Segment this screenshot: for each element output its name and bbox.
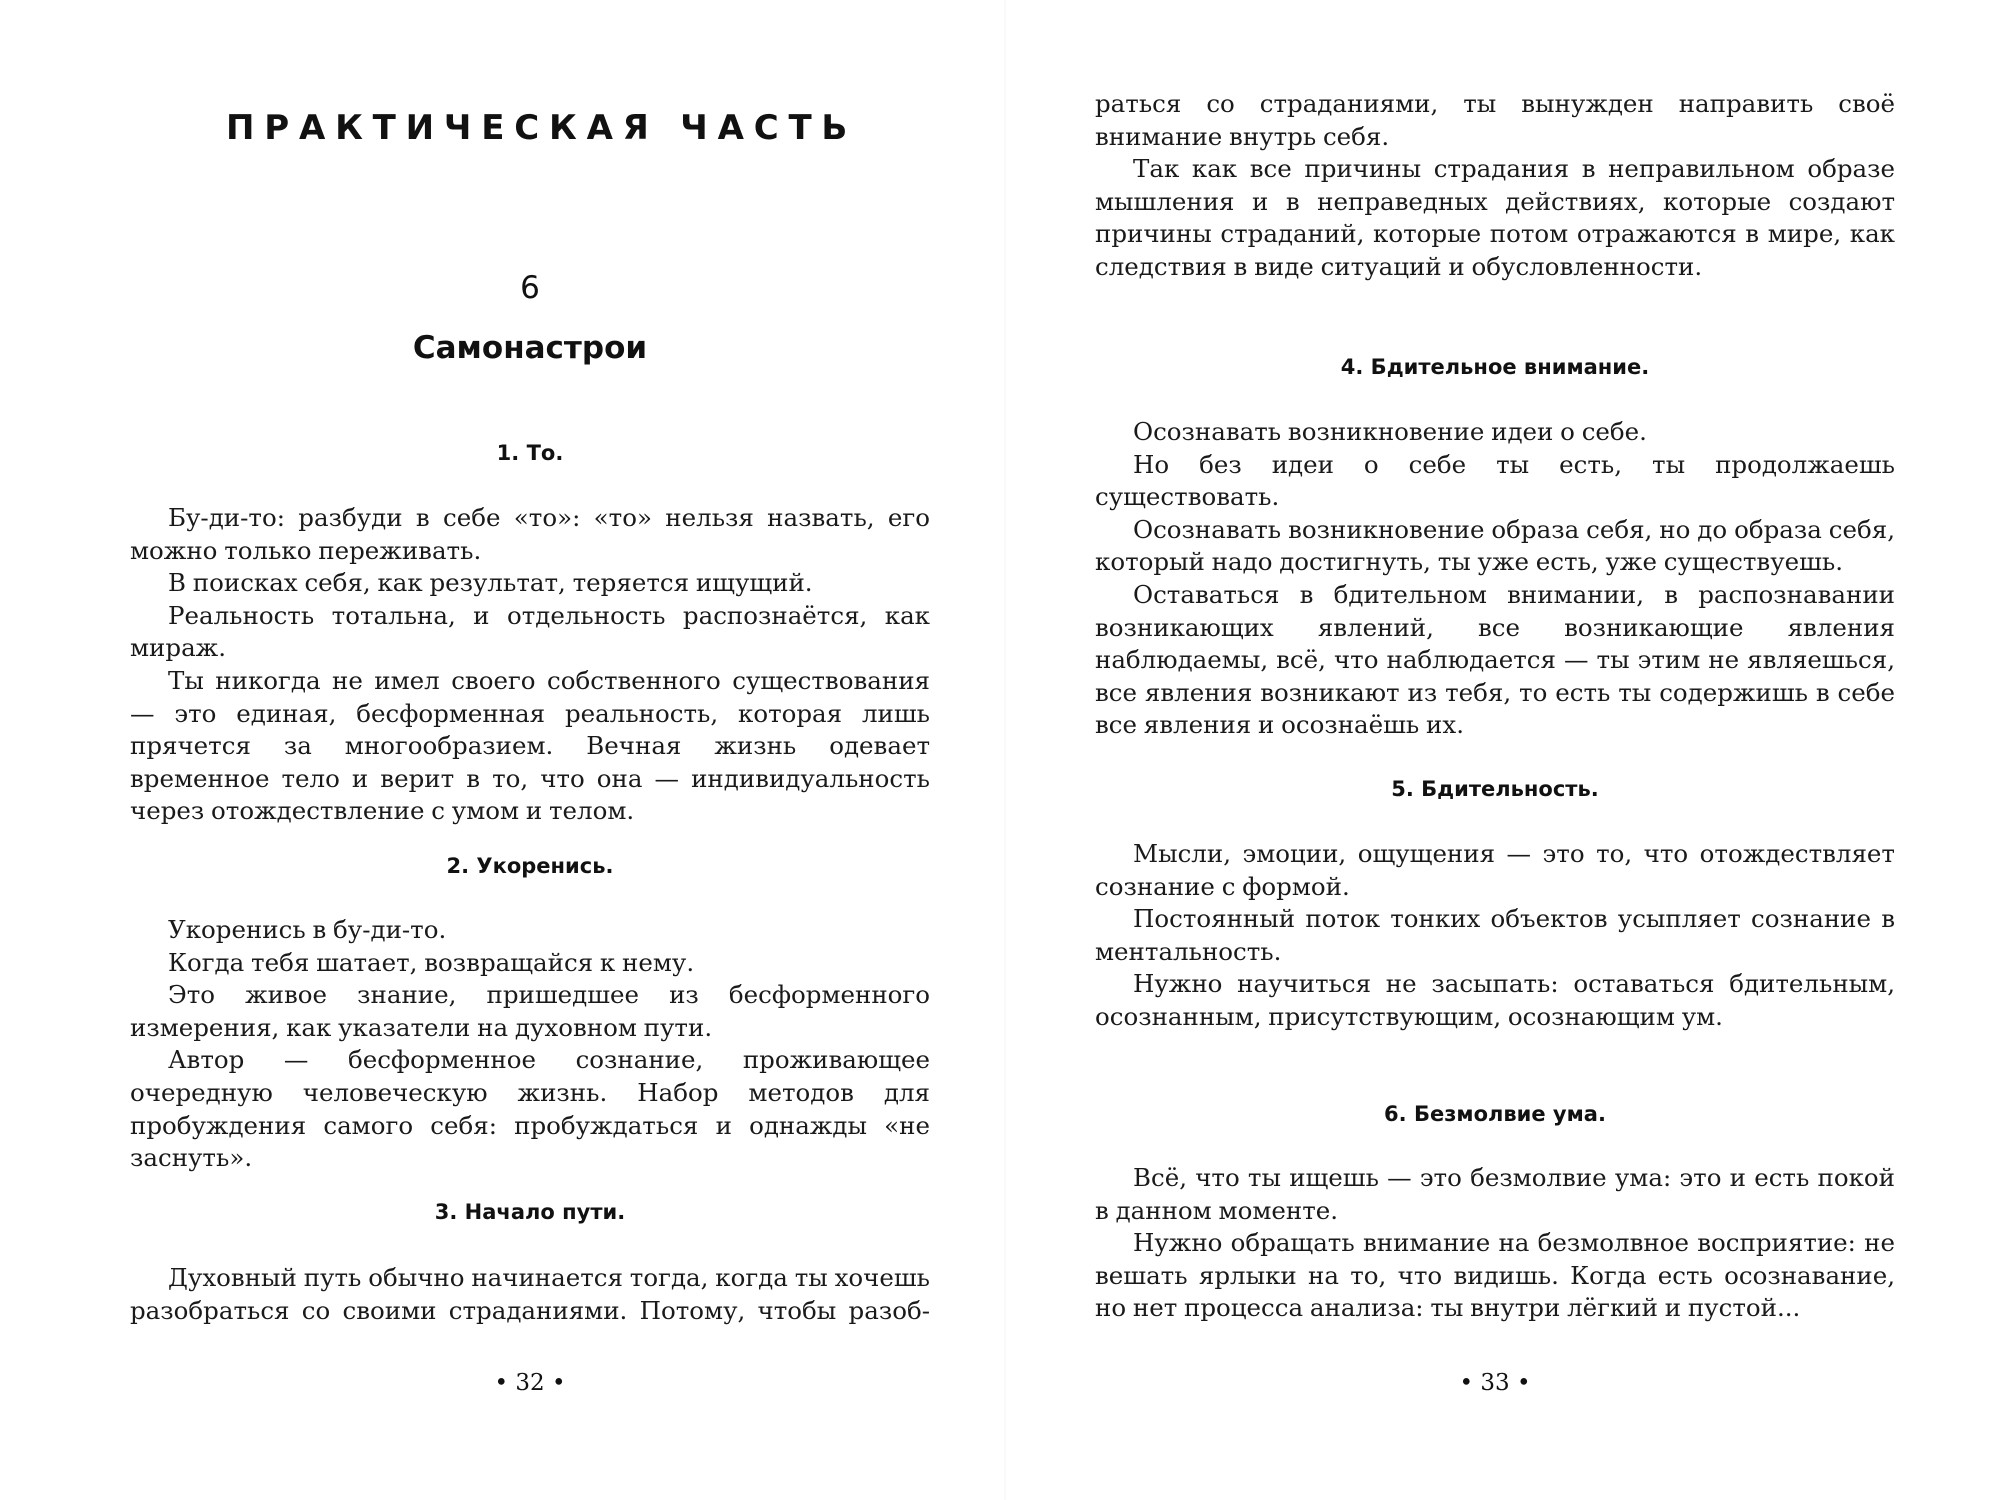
paragraph: Духовный путь обычно начинается тогда, когда ты хочешь разобраться со своими страданиями. Потому, чтобы разоб-	[130, 1263, 930, 1325]
paragraph: Ты никогда не имел своего собственного существования — это единая, бесформенная реальность, которая лишь прячется за многообразием. Вечная жизнь одевает временное тело и верит в то, что она — индивидуальность через отождествление с умом и телом.	[130, 665, 930, 826]
paragraph: Так как все причины страдания в неправильном образе мышления и в неправедных действиях, которые создают причины страданий, которые потом отражаются в мире, как следствия в виде ситуаций и обусловленности.	[1095, 154, 1895, 281]
page-number: • 33 •	[1459, 1370, 1531, 1396]
chapter-title: Самонастрои	[412, 330, 648, 366]
paragraph: Нужно научиться не засыпать: оставаться бдительным, осознанным, присутствующим, осознающим ум.	[1095, 969, 1895, 1031]
section-heading: 4. Бдительное внимание.	[1340, 355, 1650, 379]
paragraph: Нужно обращать внимание на безмолвное восприятие: не вешать ярлыки на то, что видишь. Когда есть осознавание, но нет процесса анализа: ты внутри лёгкий и пустой...	[1095, 1228, 1895, 1323]
paragraph: Мысли, эмоции, ощущения — это то, что отождествляет сознание с формой.	[1095, 839, 1895, 901]
paragraph: раться со страданиями, ты вынужден направить своё внимание внутрь себя.	[1095, 89, 1895, 151]
section-heading: 2. Укоренись.	[446, 854, 614, 878]
paragraph: Укоренись в бу-ди-то.	[168, 915, 447, 944]
paragraph: Но без идеи о себе ты есть, ты продолжаешь существовать.	[1095, 449, 1895, 512]
paragraph: Осознавать возникновение идеи о себе.	[1133, 417, 1647, 446]
section-heading: 1. То.	[496, 441, 564, 465]
paragraph: Когда тебя шатает, возвращайся к нему.	[168, 947, 695, 977]
section-heading: 3. Начало пути.	[434, 1200, 626, 1224]
paragraph: Оставаться в бдительном внимании, в распознавании возникающих явлений, все возникающие явления наблюдаемы, всё, что наблюдается — ты этим не являешься, все явления возникают из тебя, то есть ты содержишь в себе все явления и осознаёшь их.	[1095, 579, 1895, 740]
page-fold	[1004, 0, 1006, 1500]
paragraph: Автор — бесформенное сознание, проживающее очередную человеческую жизнь. Набор методов для пробуждения самого себя: пробуждаться и однажды «не заснуть».	[130, 1045, 930, 1173]
section-heading: 5. Бдительность.	[1391, 777, 1599, 801]
section-body	[1095, 838, 1895, 1034]
section-body	[1095, 1162, 1895, 1325]
paragraph: Бу-ди-то: разбуди в себе «то»: «то» нельзя назвать, его можно только переживать.	[130, 503, 930, 565]
section-body	[130, 1262, 930, 1327]
paragraph: Реальность тотальна, и отдельность распознаётся, как мираж.	[130, 600, 930, 663]
chapter-number: 6	[520, 270, 540, 306]
page-number: • 32 •	[494, 1370, 566, 1396]
paragraph: Это живое знание, пришедшее из бесформенного измерения, как указатели на духовном пути.	[130, 980, 930, 1042]
paragraph: Осознавать возникновение образа себя, но до образа себя, который надо достигнуть, ты уже есть, уже существуешь.	[1095, 514, 1895, 577]
section-body	[130, 502, 930, 828]
part-title: ПРАКТИЧЕСКАЯ ЧАСТЬ	[226, 108, 858, 148]
continuation-text	[1095, 88, 1895, 284]
section-body	[130, 914, 930, 1175]
paragraph: Всё, что ты ищешь — это безмолвие ума: это и есть покой в данном моменте.	[1095, 1163, 1895, 1225]
section-body	[1095, 416, 1895, 742]
section-heading: 6. Безмолвие ума.	[1384, 1102, 1606, 1126]
paragraph: В поисках себя, как результат, теряется ищущий.	[168, 568, 813, 598]
paragraph: Постоянный поток тонких объектов усыпляет сознание в ментальность.	[1095, 904, 1895, 966]
